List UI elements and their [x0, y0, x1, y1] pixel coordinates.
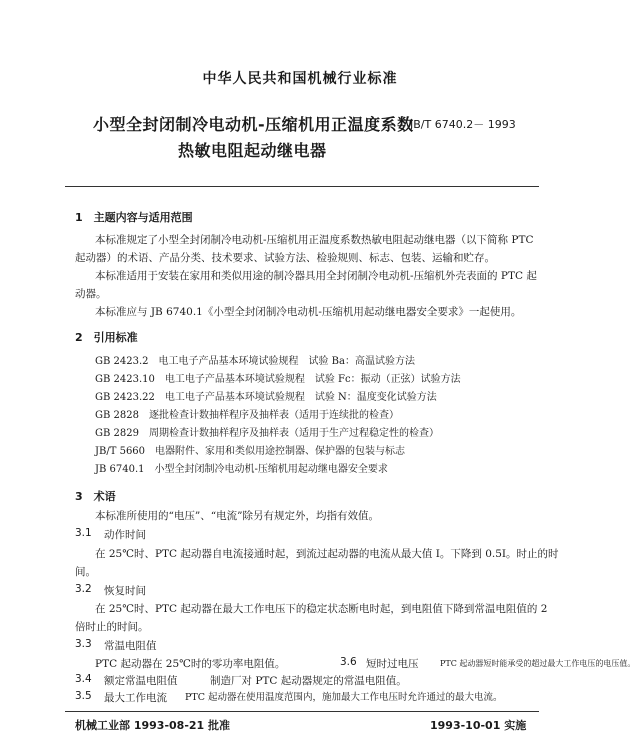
term-3-6-def: PTC 起动器短时能承受的超过最大工作电压的电压值。 [440, 659, 635, 668]
term-3-2-def-line-2: 倍时止的时间。 [75, 621, 149, 633]
standard-title-line2: 热敏电阻起动继电器 [178, 141, 327, 160]
reference-item: GB 2828 逐批检查计数抽样程序及抽样表（适用于连续批的检查） [95, 410, 399, 421]
footer-divider [65, 711, 539, 712]
term-3-3-def: PTC 起动器在 25℃时的零功率电阻值。 [95, 658, 286, 670]
term-3-1-def-line-2: 间。 [75, 566, 96, 578]
reference-item: GB 2423.22 电工电子产品基本环境试验规程 试验 N：温度变化试验方法 [95, 392, 437, 403]
section-1-para-1-line-2: 起动器）的术语、产品分类、技术要求、试验方法、检验规则、标志、包装、运输和贮存。 [75, 252, 495, 264]
term-3-1-title: 动作时间 [104, 529, 146, 541]
section-3-heading: 3 术语 [75, 490, 116, 503]
term-3-1-number: 3.1 [75, 527, 92, 539]
term-3-4-def: 制造厂对 PTC 起动器规定的常温电阻值。 [210, 675, 407, 687]
term-3-6-title: 短时过电压 [366, 658, 419, 670]
implementation-date: 1993-10-01 实施 [430, 719, 527, 732]
section-1-heading: 1 主题内容与适用范围 [75, 211, 193, 224]
term-3-5-number: 3.5 [75, 690, 92, 702]
term-3-3-number: 3.3 [75, 638, 92, 650]
reference-item: JB/T 5660 电器附件、家用和类似用途控制器、保护器的包装与标志 [95, 446, 406, 457]
reference-item: JB 6740.1 小型全封闭制冷电动机-压缩机用起动继电器安全要求 [95, 464, 388, 475]
term-3-2-number: 3.2 [75, 583, 92, 595]
term-3-4-title: 额定常温电阻值 [104, 675, 178, 687]
section-1-para-2-line-1: 本标准适用于安装在家用和类似用途的制冷器具用全封闭制冷电动机-压缩机外壳表面的 PTC 起 [95, 270, 537, 282]
term-3-2-def-line-1: 在 25℃时、PTC 起动器在最大工作电压下的稳定状态断电时起，到电阻值下降到常温电阻值的 2 [95, 603, 548, 615]
header-divider [65, 186, 539, 187]
section-3-intro: 本标准所使用的“电压”、“电流”除另有规定外，均指有效值。 [95, 510, 379, 522]
section-1-para-1-line-1: 本标准规定了小型全封闭制冷电动机-压缩机用正温度系数热敏电阻起动继电器（以下简称 PTC [95, 234, 534, 246]
issuing-body: 中华人民共和国机械行业标准 [202, 71, 398, 87]
term-3-4-number: 3.4 [75, 673, 92, 685]
term-3-2-title: 恢复时间 [104, 585, 146, 597]
section-1-para-3: 本标准应与 JB 6740.1《小型全封闭制冷电动机-压缩机用起动继电器安全要求》一起使用。 [95, 306, 522, 318]
standard-title-line1: 小型全封闭制冷电动机-压缩机用正温度系数 [93, 115, 414, 134]
standard-code: JB/T 6740.2－ 1993 [410, 118, 516, 131]
term-3-5-def: PTC 起动器在使用温度范围内，施加最大工作电压时允许通过的最大电流。 [185, 692, 503, 703]
term-3-6-number: 3.6 [340, 656, 357, 668]
section-1-para-2-line-2: 动器。 [75, 288, 107, 300]
reference-item: GB 2423.10 电工电子产品基本环境试验规程 试验 Fc：振动（正弦）试验方法 [95, 374, 461, 385]
section-2-heading: 2 引用标准 [75, 331, 138, 344]
reference-item: GB 2829 周期检查计数抽样程序及抽样表（适用于生产过程稳定性的检查） [95, 428, 439, 439]
term-3-3-title: 常温电阻值 [104, 640, 157, 652]
term-3-5-title: 最大工作电流 [104, 692, 167, 704]
reference-item: GB 2423.2 电工电子产品基本环境试验规程 试验 Ba：高温试验方法 [95, 356, 415, 367]
term-3-1-def-line-1: 在 25℃时、PTC 起动器自电流接通时起，到流过起动器的电流从最大值 I。下降到 0.5I。时止的时 [95, 548, 559, 560]
approval-date: 机械工业部 1993-08-21 批准 [75, 719, 231, 732]
